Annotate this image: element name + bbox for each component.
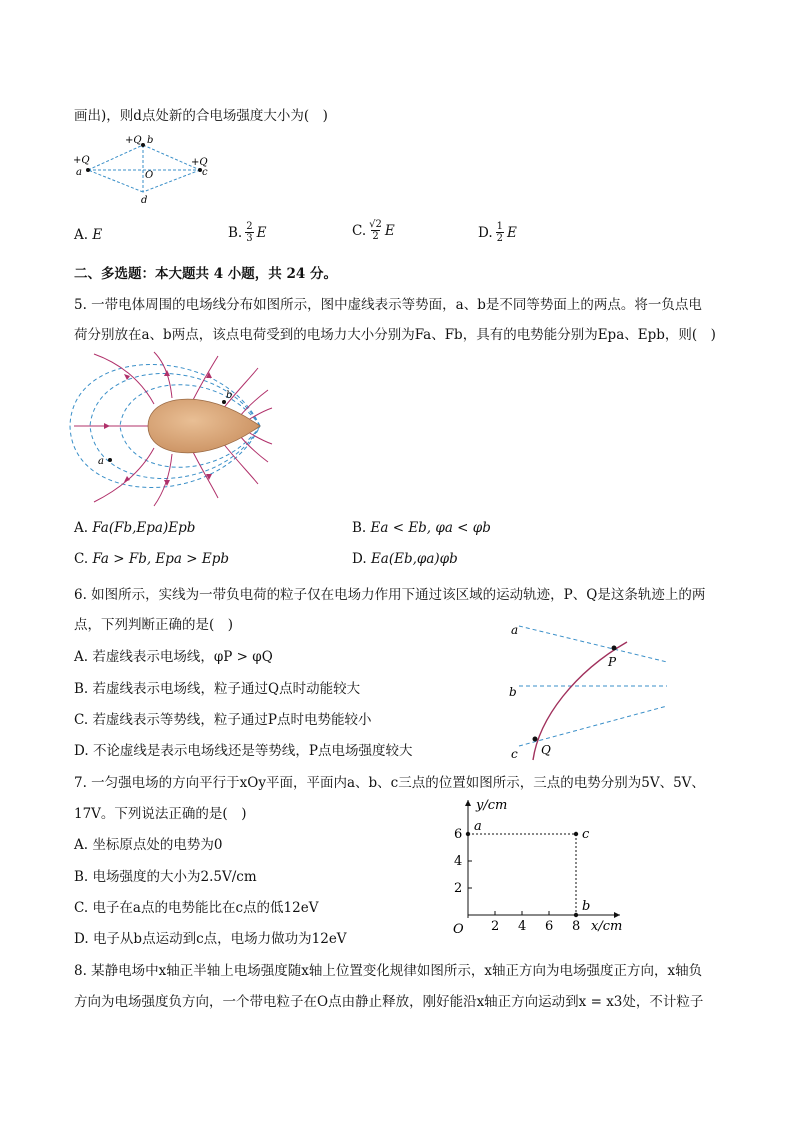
q7-y-label: y/cm — [476, 798, 508, 813]
q7-y-tick-6: 6 — [454, 827, 463, 842]
q7-x-label: x/cm — [591, 919, 623, 934]
q6-option-b[interactable]: B. 若虚线表示电场线，粒子通过Q点时动能较大 — [74, 681, 361, 697]
q6-stem-line1: 6. 如图所示，实线为一带负电荷的粒子仅在电场力作用下通过该区域的运动轨迹，P、Q是这条轨迹上的两 — [74, 587, 706, 603]
q4-label-plusq-right: +Q — [191, 157, 208, 168]
q7-y-tick-2: 2 — [454, 881, 463, 896]
q7-x-tick-6: 6 — [545, 919, 554, 934]
q7-x-tick-4: 4 — [518, 919, 527, 934]
q7-option-d[interactable]: D. 电子从b点运动到c点，电场力做功为12eV — [74, 931, 347, 947]
q4-option-c[interactable]: C. √2 2 E — [352, 219, 395, 242]
q4-option-d-fraction: 1 2 — [496, 221, 504, 244]
q6-trajectory-figure — [505, 618, 675, 762]
q4-label-plusq-top: +Q — [125, 135, 142, 146]
q7-option-c[interactable]: C. 电子在a点的电势能比在c点的低12eV — [74, 900, 319, 916]
section-2-heading: 二、多选题：本大题共 4 小题，共 24 分。 — [74, 266, 337, 282]
q4-option-a[interactable]: A. E — [74, 227, 103, 243]
q7-coordinate-graph — [448, 790, 638, 940]
q4-label-o: O — [145, 170, 154, 181]
q8-stem-line1: 8. 某静电场中x轴正半轴上电场强度随x轴上位置变化规律如图所示，x轴正方向为电场强度正方向，x轴负 — [74, 963, 703, 979]
q7-label-c: c — [582, 827, 590, 842]
q4-option-c-fraction: √2 2 — [369, 219, 382, 242]
q7-stem-line2: 17V。下列说法正确的是( ) — [74, 806, 247, 822]
q6-option-d[interactable]: D. 不论虚线是表示电场线还是等势线，P点电场强度较大 — [74, 743, 413, 759]
q5-option-a[interactable]: A. Fa(Fb,Epa)Epb — [74, 520, 196, 536]
q5-label-a: a — [98, 456, 104, 467]
q7-origin-label: O — [453, 922, 464, 937]
q7-label-b: b — [582, 899, 591, 914]
q7-option-b[interactable]: B. 电场强度的大小为2.5V/cm — [74, 869, 257, 885]
q4-label-c: c — [202, 167, 208, 178]
q6-label-b: b — [509, 685, 517, 699]
q6-label-c: c — [511, 747, 518, 761]
q8-stem-line2: 方向为电场强度负方向，一个带电粒子在O点由静止释放，刚好能沿x轴正方向运动到x = x3处，不计粒子 — [74, 994, 704, 1010]
q5-option-d[interactable]: D. Ea(Eb,φa)φb — [352, 551, 458, 567]
q4-tail-text: 画出)，则d点处新的合电场强度大小为( ) — [74, 108, 328, 124]
q5-field-figure — [72, 352, 272, 510]
q7-x-tick-8: 8 — [572, 919, 581, 934]
q4-label-plusq-left: +Q — [73, 155, 90, 166]
q7-option-a[interactable]: A. 坐标原点处的电势为0 — [74, 837, 223, 853]
q5-charged-body — [148, 399, 260, 453]
q7-y-tick-4: 4 — [454, 854, 463, 869]
q4-rhombus-figure — [70, 132, 220, 204]
q6-label-p: P — [608, 655, 617, 669]
q7-label-a: a — [474, 819, 482, 834]
q4-label-d: d — [141, 195, 148, 206]
q6-option-c[interactable]: C. 若虚线表示等势线，粒子通过P点时电势能较小 — [74, 712, 372, 728]
q4-option-b-fraction: 2 3 — [246, 221, 253, 244]
q6-stem-line2: 点，下列判断正确的是( ) — [74, 617, 234, 633]
q4-label-a: a — [76, 167, 82, 178]
q6-label-q: Q — [541, 743, 551, 757]
q5-stem-line1: 5. 一带电体周围的电场线分布如图所示，图中虚线表示等势面，a、b是不同等势面上的两点。将一负点电 — [74, 297, 702, 313]
q6-label-a: a — [511, 623, 519, 637]
q5-option-b[interactable]: B. Ea < Eb, φa < φb — [352, 520, 491, 536]
q5-option-c[interactable]: C. Fa > Fb, Epa > Epb — [74, 551, 229, 567]
q6-option-a[interactable]: A. 若虚线表示电场线，φP > φQ — [74, 649, 273, 665]
q4-option-b[interactable]: B. 2 3 E — [228, 221, 267, 244]
q5-stem-line2: 荷分别放在a、b两点，该点电荷受到的电场力大小分别为Fa、Fb，具有的电势能分别为Epa、Epb，则( ) — [74, 327, 716, 343]
q7-stem-line1: 7. 一匀强电场的方向平行于xOy平面，平面内a、b、c三点的位置如图所示，三点的电势分别为5V、5V、 — [74, 775, 705, 791]
q4-option-d[interactable]: D. 1 2 E — [478, 221, 517, 244]
q7-x-tick-2: 2 — [491, 919, 500, 934]
q4-label-b: b — [147, 135, 154, 146]
q5-label-b: b — [226, 390, 233, 401]
